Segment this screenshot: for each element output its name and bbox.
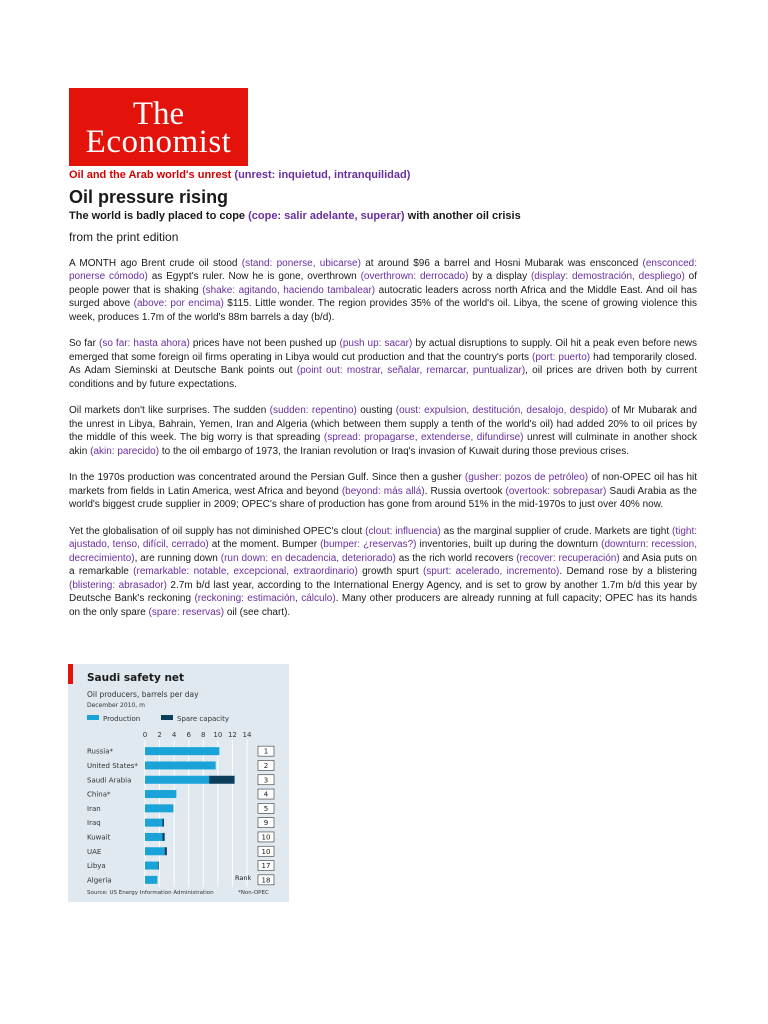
- paragraph-text: and Asia puts on a remarkable: [69, 552, 697, 578]
- paragraph-text: of Mr Mubarak and the unrest in Libya, Bahrain, Yemen, Iran and Algeria (which between them supply a tenth of the world's oil) had added 20% to oil prices by the middle of this week. The big worry is that spreading: [69, 405, 697, 444]
- glossary-note: (run down: en decadencia, deteriorado): [220, 552, 396, 564]
- chart-source: Source: US Energy Information Administration: [87, 890, 214, 896]
- chart-category-label: Iraq: [87, 819, 101, 828]
- chart-canvas: [68, 664, 289, 902]
- chart-x-tick: 10: [213, 731, 223, 739]
- glossary-note: (spare: reservas): [148, 606, 225, 618]
- paragraph-text: Saudi Arabia as the world's biggest crude supplier in 2009; OPEC's share of production has gone from around 51% in the mid-1970s to just over 40% now.: [69, 485, 697, 511]
- chart-category-label: Russia*: [87, 747, 114, 756]
- kicker-gloss: (unrest: inquietud, intranquilidad): [234, 169, 411, 181]
- print-edition-label: from the print edition: [69, 230, 179, 244]
- rank-value: 17: [261, 862, 271, 871]
- rank-value: 10: [261, 847, 271, 856]
- bar-spare-capacity: [165, 847, 167, 855]
- standfirst-gloss: (cope: salir adelante, superar): [248, 210, 405, 222]
- glossary-note: (shake: agitando, haciendo tambalear): [202, 284, 376, 296]
- paragraph-text: unrest will culminate in another shock akin: [69, 432, 697, 457]
- glossary-note: (overthrown: derrocado): [360, 271, 469, 283]
- bar-spare-capacity: [162, 833, 164, 841]
- rank-value: 4: [263, 790, 269, 799]
- glossary-note: (bumper: ¿reservas?): [320, 539, 417, 551]
- paragraph-text: of people power that is shaking: [69, 271, 698, 296]
- bar-production: [145, 776, 209, 784]
- rank-value: 3: [263, 776, 269, 785]
- glossary-note: (gusher: pozos de petróleo): [464, 472, 589, 484]
- paragraph-text: So far: [69, 338, 99, 350]
- article-standfirst: [69, 210, 521, 222]
- article-paragraph: [69, 525, 697, 619]
- paragraph-text: . Many other producers are already running at full capacity; OPEC has its hands on the only spare: [69, 593, 697, 618]
- glossary-note: (above: por encima): [133, 298, 224, 310]
- chart-category-label: Libya: [87, 862, 106, 871]
- chart-category-label: China*: [87, 790, 111, 799]
- paragraph-text: , oil prices are driven both by current conditions and by future expectations.: [69, 365, 697, 390]
- section-kicker: [69, 169, 410, 181]
- logo-line-2: Economist: [85, 124, 232, 160]
- paragraph-text: at the moment. Bumper: [208, 539, 321, 551]
- bar-production: [145, 847, 165, 855]
- paragraph-text: . Russia overtook: [424, 485, 506, 497]
- chart-title: Saudi safety net: [87, 672, 185, 684]
- bar-production: [145, 747, 219, 755]
- bar-spare-capacity: [162, 819, 163, 827]
- glossary-note: (port: puerto): [532, 351, 591, 363]
- bar-production: [145, 862, 158, 870]
- paragraph-text: as the marginal supplier of crude. Markets are tight: [440, 526, 672, 538]
- paragraph-text: 2.7m b/d last year, according to the International Energy Agency, and is set to grow by another 1.7m b/d this year by Deutsche Bank's reckoning: [69, 579, 698, 605]
- glossary-note: (clout: influencia): [365, 526, 441, 538]
- chart-x-tick: 2: [157, 731, 162, 739]
- glossary-note: (downturn: recession, decrecimiento): [69, 539, 698, 564]
- glossary-note: (remarkable: notable, excepcional, extraordinario): [133, 566, 358, 578]
- paragraph-text: inventories, built up during the downturn: [416, 539, 602, 551]
- paragraph-text: autocratic leaders across north Africa and the Middle East. And oil has surged above: [69, 284, 697, 310]
- paragraph-text: A MONTH ago Brent crude oil stood: [69, 258, 242, 269]
- paragraph-text: $115. Little wonder. The region provides 35% of the world's oil. Libya, the scene of growing violence this week, produces 1.7m of the world's 88m barrels a day (b/d).: [69, 298, 697, 323]
- paragraph-text: oil (see chart).: [224, 606, 291, 618]
- glossary-note: (blistering: abrasador): [69, 579, 167, 591]
- bar-production: [145, 790, 176, 798]
- paragraph-text: of non-OPEC oil has hit markets from fields in Latin America, west Africa and beyond: [69, 472, 698, 497]
- chart-x-tick: 8: [201, 731, 206, 739]
- glossary-note: (push up: sacar): [339, 338, 413, 350]
- chart-x-tick: 0: [142, 731, 148, 739]
- rank-value: 5: [263, 804, 269, 813]
- bar-production: [145, 761, 216, 769]
- kicker-topic: Oil and the Arab world's unrest: [69, 169, 232, 181]
- chart-date-note: December 2010, m: [87, 702, 145, 709]
- legend-production-swatch: [87, 715, 99, 720]
- paragraph-text: , are running down: [134, 552, 221, 564]
- glossary-note: (reckoning: estimación, cálculo): [194, 593, 336, 605]
- paragraph-text: at around $96 a barrel and Hosni Mubarak was ensconced: [360, 258, 643, 269]
- paragraph-text: as Egypt's ruler. Now he is gone, overthrown: [147, 271, 361, 283]
- glossary-note: (so far: hasta ahora): [98, 338, 190, 350]
- bar-production: [145, 819, 162, 827]
- bar-spare-capacity: [209, 776, 235, 784]
- glossary-note: (sudden: repentino): [269, 405, 357, 417]
- glossary-note: (recover: recuperación): [516, 552, 620, 564]
- glossary-note: (oust: expulsion, destitución, desalojo, despido): [395, 405, 609, 417]
- glossary-note: (spread: propagarse, extenderse, difundirse): [323, 432, 524, 444]
- rank-value: 9: [263, 819, 269, 828]
- chart-subtitle: Oil producers, barrels per day: [87, 690, 199, 699]
- glossary-note: (display: demostración, despliego): [530, 271, 685, 283]
- bar-production: [145, 833, 162, 841]
- paragraph-text: In the 1970s production was concentrated around the Persian Gulf. Since then a gusher: [69, 472, 465, 484]
- rank-label: Rank: [235, 873, 252, 882]
- paragraph-text: growth spurt: [357, 566, 423, 578]
- paragraph-text: as the rich world recovers: [395, 552, 517, 564]
- article-headline: Oil pressure rising: [69, 187, 229, 207]
- glossary-note: (beyond: más allá): [341, 485, 425, 497]
- paragraph-text: by actual disruptions to supply. Oil hit a peak even before news emerged that some foreign oil firms operating in Libya would cut production and that the country's ports: [69, 338, 698, 363]
- rank-value: 2: [263, 761, 269, 770]
- article-paragraph: [69, 257, 697, 324]
- saudi-safety-net-chart: [68, 664, 289, 902]
- chart-category-label: Iran: [87, 804, 101, 813]
- paragraph-text: to the oil embargo of 1973, the Iranian revolution or Iraq's invasion of Kuwait during those previous crises.: [159, 445, 629, 457]
- article-paragraph: [69, 404, 697, 458]
- chart-category-label: Kuwait: [87, 833, 111, 842]
- paragraph-text: by a display: [468, 271, 531, 283]
- rank-value: 18: [261, 876, 271, 885]
- glossary-note: (spurt: acelerado, incremento): [422, 566, 560, 578]
- glossary-note: (point out: mostrar, señalar, remarcar, puntualizar): [296, 365, 526, 377]
- rank-value: 1: [263, 747, 269, 756]
- article-paragraph: [69, 471, 697, 511]
- chart-x-tick: 4: [171, 731, 177, 739]
- legend-production-label: Production: [103, 715, 141, 723]
- paragraph-text: ousting: [356, 405, 396, 417]
- bar-spare-capacity: [158, 862, 159, 870]
- glossary-note: (akin: parecido): [90, 445, 160, 457]
- legend-spare-label: Spare capacity: [177, 715, 229, 723]
- paragraph-text: Yet the globalisation of oil supply has not diminished OPEC's clout: [69, 526, 366, 538]
- chart-x-tick: 14: [242, 731, 252, 739]
- chart-x-tick: 12: [227, 731, 237, 739]
- bar-production: [145, 804, 173, 812]
- standfirst-after: with another oil crisis: [404, 210, 521, 222]
- chart-category-label: Saudi Arabia: [87, 776, 132, 785]
- chart-x-tick: 6: [186, 731, 191, 739]
- article-paragraph: [69, 337, 697, 391]
- glossary-note: (tight: ajustado, tenso, difícil, cerrado): [69, 526, 697, 551]
- chart-category-label: Algeria: [87, 876, 112, 885]
- paragraph-text: Oil markets don't like surprises. The sudden: [69, 405, 270, 417]
- paragraph-text: . Demand rose by a blistering: [559, 566, 697, 578]
- standfirst-before: The world is badly placed to cope: [69, 210, 249, 222]
- economist-logo[interactable]: [69, 88, 248, 166]
- rank-value: 10: [261, 833, 271, 842]
- article-body: [69, 257, 697, 632]
- chart-category-label: UAE: [87, 847, 102, 856]
- legend-spare-swatch: [161, 715, 173, 720]
- glossary-note: (stand: ponerse, ubicarse): [241, 258, 361, 269]
- glossary-note: (ensconced: ponerse cómodo): [69, 258, 698, 283]
- bar-production: [145, 876, 157, 884]
- chart-category-label: United States*: [87, 761, 138, 770]
- glossary-note: (overtook: sobrepasar): [505, 485, 607, 497]
- logo-line-1: The: [132, 96, 185, 132]
- paragraph-text: had temporarily closed. As Adam Sieminski at Deutsche Bank points out: [69, 351, 697, 377]
- chart-footnote: *Non-OPEC: [238, 890, 269, 896]
- paragraph-text: prices have not been pushed up: [189, 338, 340, 350]
